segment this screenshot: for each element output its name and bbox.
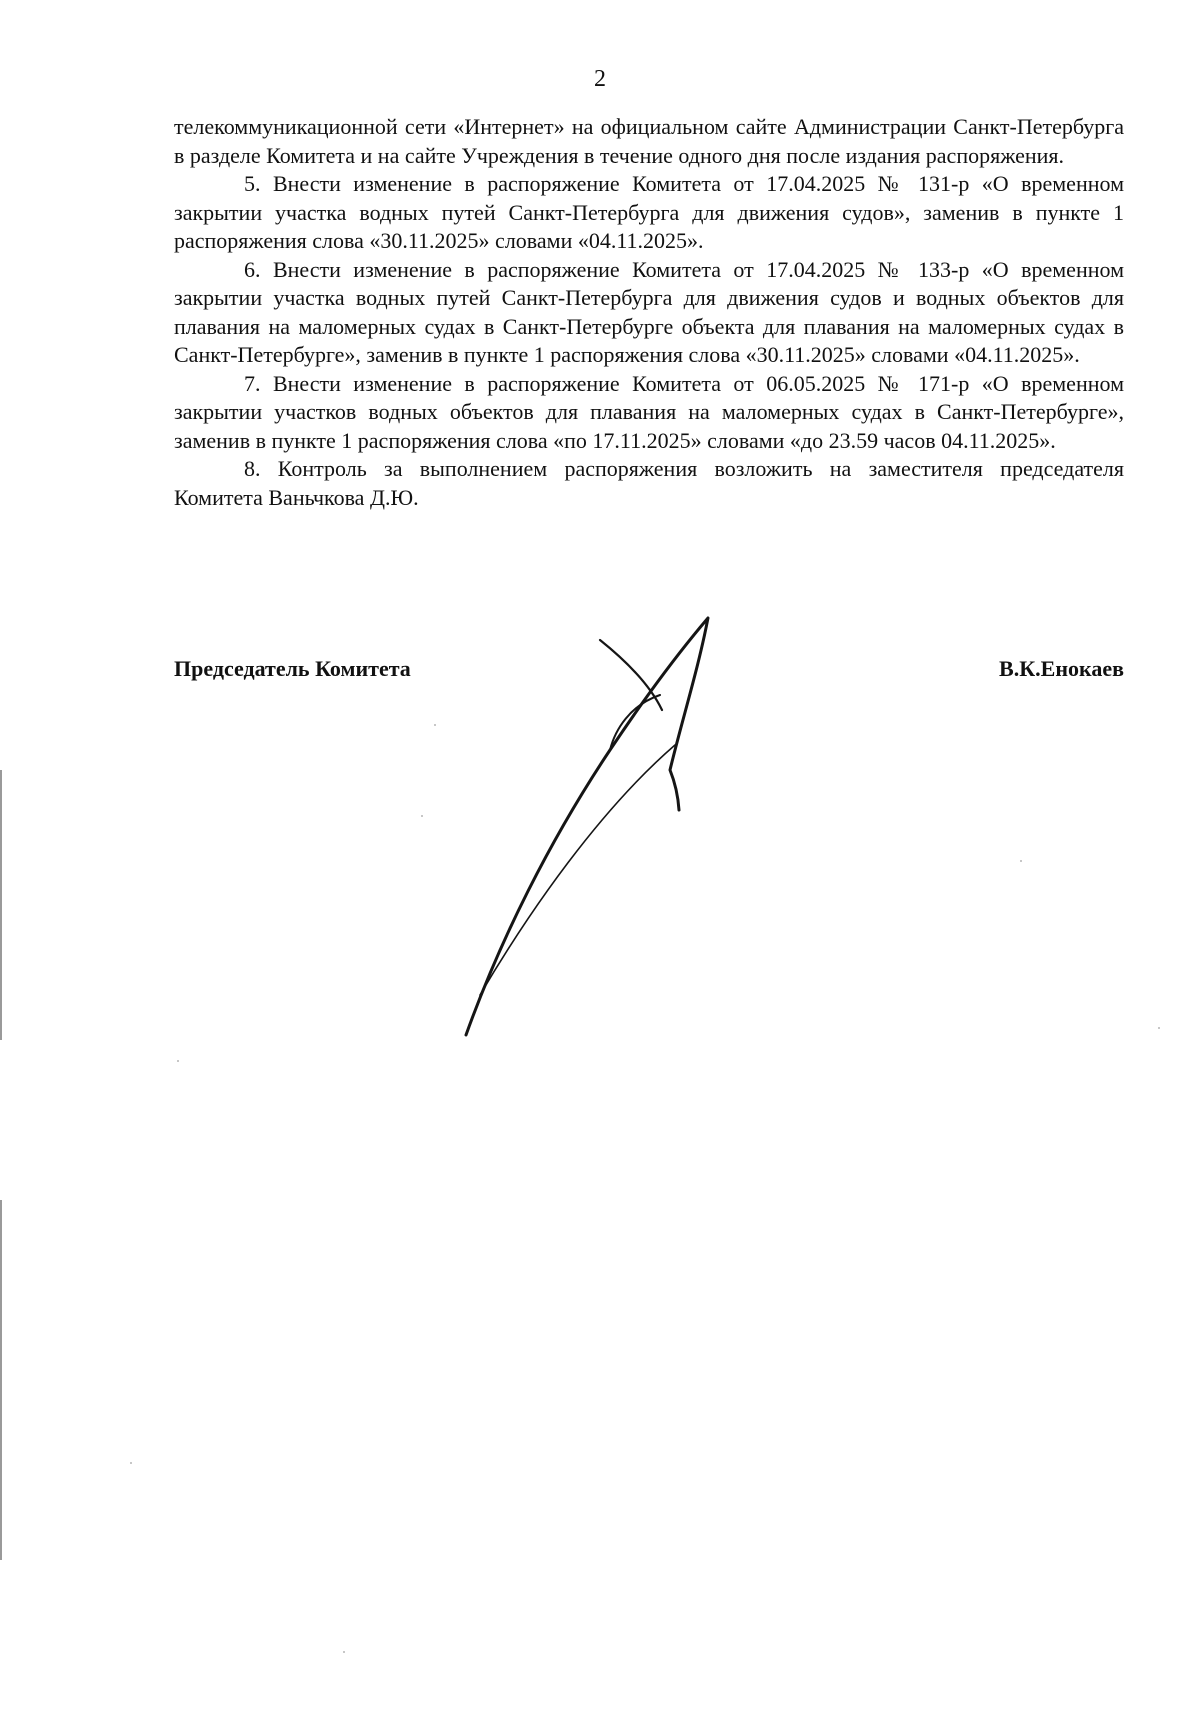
scan-speck (434, 724, 436, 726)
scan-speck (130, 1462, 132, 1464)
document-body (174, 113, 1124, 512)
scan-speck (343, 1651, 345, 1653)
scan-speck (1020, 860, 1022, 862)
scan-edge-mark (0, 770, 2, 1040)
scan-speck (177, 1060, 179, 1062)
page-number: 2 (594, 66, 606, 92)
paragraph-item-8: 8. Контроль за выполнением распоряжения возложить на заместителя председателя Комитета Ваньчкова Д.Ю. (174, 456, 1124, 510)
signatory-name: В.К.Енокаев (999, 656, 1124, 681)
paragraph-item-6: 6. Внести изменение в распоряжение Комитета от 17.04.2025 № 133-р «О временном закрытии участка водных путей Санкт-Петербурга для движения судов и водных объектов для плавания на маломерных судах в Санкт-Петербурге объекта для плавания на маломерных судах в Санкт-Петербурге», заменив в пункте 1 распоряжения слова «30.11.2025» словами «04.11.2025». (174, 256, 1124, 367)
scan-edge-mark (0, 1200, 2, 1560)
scan-speck (421, 815, 423, 817)
paragraph-item-5: 5. Внести изменение в распоряжение Комитета от 17.04.2025 № 131-р «О временном закрытии участка водных путей Санкт-Петербурга для движения судов», заменив в пункте 1 распоряжения слова «30.11.2025» словами «04.11.2025». (174, 171, 1124, 253)
signatory-title: Председатель Комитета (174, 656, 411, 681)
handwritten-signature (460, 610, 750, 1050)
paragraph-continuation: телекоммуникационной сети «Интернет» на официальном сайте Администрации Санкт-Петербурга в разделе Комитета и на сайте Учреждения в течение одного дня после издания распоряжения. (174, 114, 1124, 168)
scan-speck (1158, 1027, 1160, 1029)
paragraph-item-7: 7. Внести изменение в распоряжение Комитета от 06.05.2025 № 171-р «О временном закрытии участков водных объектов для плавания на маломерных судах в Санкт-Петербурге», заменив в пункте 1 распоряжения слова «по 17.11.2025» словами «до 23.59 часов 04.11.2025». (174, 370, 1124, 453)
